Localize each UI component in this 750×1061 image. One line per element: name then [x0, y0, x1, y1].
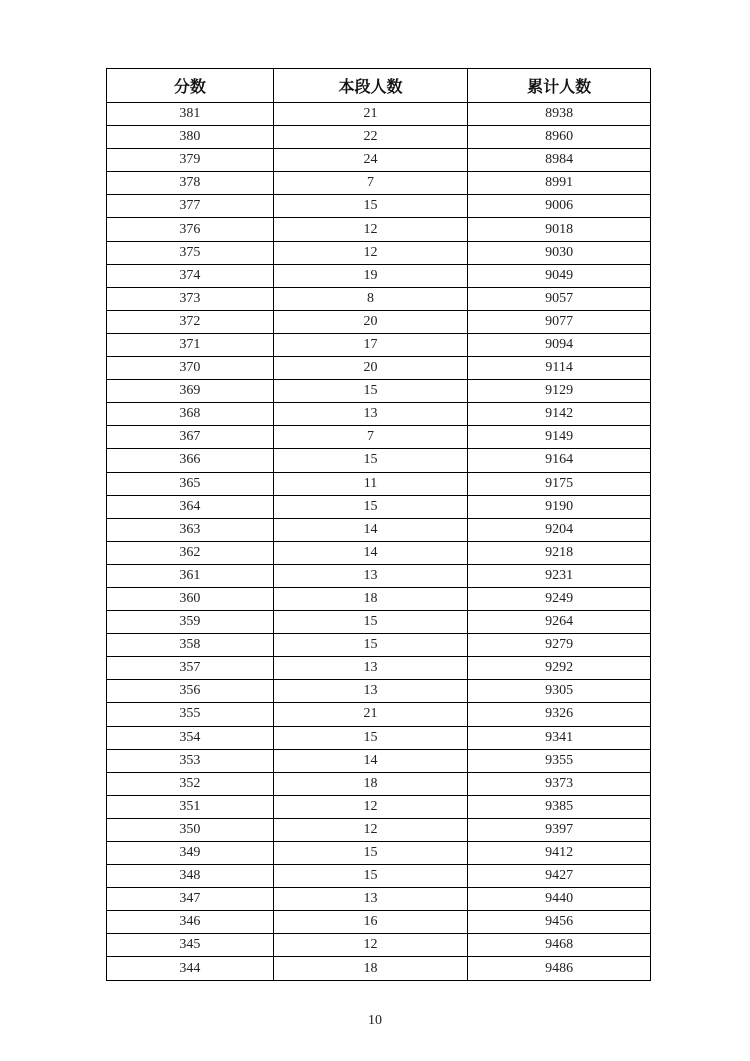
cell-score: 350: [107, 818, 274, 841]
cell-score: 345: [107, 934, 274, 957]
table-row: [107, 333, 651, 356]
cell-cumulative-count: 9231: [468, 564, 651, 587]
table-row: [107, 241, 651, 264]
cell-segment-count: 7: [273, 426, 468, 449]
cell-cumulative-count: 9204: [468, 518, 651, 541]
cell-cumulative-count: 9397: [468, 818, 651, 841]
cell-segment-count: 15: [273, 611, 468, 634]
table-row: [107, 357, 651, 380]
table-row: [107, 749, 651, 772]
table-row: [107, 103, 651, 126]
table-row: [107, 472, 651, 495]
cell-cumulative-count: 9440: [468, 888, 651, 911]
table-row: [107, 426, 651, 449]
cell-segment-count: 12: [273, 934, 468, 957]
cell-cumulative-count: 9305: [468, 680, 651, 703]
cell-score: 376: [107, 218, 274, 241]
cell-cumulative-count: 9486: [468, 957, 651, 980]
cell-segment-count: 24: [273, 149, 468, 172]
cell-cumulative-count: 9190: [468, 495, 651, 518]
table-row: [107, 449, 651, 472]
cell-score: 371: [107, 333, 274, 356]
cell-segment-count: 11: [273, 472, 468, 495]
table-row: [107, 287, 651, 310]
cell-cumulative-count: 9279: [468, 634, 651, 657]
cell-score: 368: [107, 403, 274, 426]
cell-segment-count: 13: [273, 888, 468, 911]
cell-score: 353: [107, 749, 274, 772]
table-row: [107, 911, 651, 934]
cell-cumulative-count: 9149: [468, 426, 651, 449]
table-row: [107, 264, 651, 287]
cell-cumulative-count: 9468: [468, 934, 651, 957]
cell-segment-count: 14: [273, 749, 468, 772]
cell-cumulative-count: 9427: [468, 865, 651, 888]
cell-segment-count: 13: [273, 564, 468, 587]
header-cumulative-count: 累计人数: [468, 69, 651, 103]
cell-score: 362: [107, 541, 274, 564]
cell-score: 378: [107, 172, 274, 195]
cell-cumulative-count: 8984: [468, 149, 651, 172]
cell-cumulative-count: 8960: [468, 126, 651, 149]
cell-cumulative-count: 9175: [468, 472, 651, 495]
cell-segment-count: 15: [273, 495, 468, 518]
cell-cumulative-count: 9385: [468, 795, 651, 818]
cell-cumulative-count: 9412: [468, 842, 651, 865]
cell-segment-count: 19: [273, 264, 468, 287]
cell-score: 377: [107, 195, 274, 218]
table-row: [107, 587, 651, 610]
cell-score: 347: [107, 888, 274, 911]
table-row: [107, 703, 651, 726]
table-row: [107, 126, 651, 149]
cell-score: 354: [107, 726, 274, 749]
cell-score: 356: [107, 680, 274, 703]
score-distribution-table: [106, 68, 651, 981]
cell-cumulative-count: 9142: [468, 403, 651, 426]
table-row: [107, 218, 651, 241]
table-row: [107, 934, 651, 957]
cell-segment-count: 12: [273, 795, 468, 818]
cell-segment-count: 18: [273, 772, 468, 795]
page-number: 10: [368, 1013, 382, 1028]
cell-cumulative-count: 9456: [468, 911, 651, 934]
cell-score: 359: [107, 611, 274, 634]
cell-segment-count: 22: [273, 126, 468, 149]
cell-score: 379: [107, 149, 274, 172]
cell-cumulative-count: 9292: [468, 657, 651, 680]
cell-score: 360: [107, 587, 274, 610]
cell-cumulative-count: 9018: [468, 218, 651, 241]
table-row: [107, 865, 651, 888]
cell-cumulative-count: 9057: [468, 287, 651, 310]
cell-cumulative-count: 9077: [468, 310, 651, 333]
cell-score: 375: [107, 241, 274, 264]
cell-score: 381: [107, 103, 274, 126]
table-row: [107, 310, 651, 333]
cell-segment-count: 21: [273, 703, 468, 726]
cell-score: 364: [107, 495, 274, 518]
header-score: 分数: [107, 69, 274, 103]
table-row: [107, 518, 651, 541]
cell-segment-count: 17: [273, 333, 468, 356]
cell-segment-count: 14: [273, 541, 468, 564]
table-row: [107, 495, 651, 518]
cell-cumulative-count: 9006: [468, 195, 651, 218]
table-row: [107, 957, 651, 980]
cell-segment-count: 18: [273, 957, 468, 980]
cell-score: 373: [107, 287, 274, 310]
cell-segment-count: 15: [273, 726, 468, 749]
cell-cumulative-count: 9114: [468, 357, 651, 380]
cell-score: 366: [107, 449, 274, 472]
cell-score: 351: [107, 795, 274, 818]
cell-segment-count: 15: [273, 380, 468, 403]
table-row: [107, 403, 651, 426]
table-row: [107, 541, 651, 564]
cell-cumulative-count: 8991: [468, 172, 651, 195]
cell-score: 358: [107, 634, 274, 657]
cell-cumulative-count: 9030: [468, 241, 651, 264]
table-row: [107, 172, 651, 195]
cell-cumulative-count: 9218: [468, 541, 651, 564]
cell-segment-count: 15: [273, 634, 468, 657]
cell-segment-count: 20: [273, 310, 468, 333]
table-row: [107, 611, 651, 634]
cell-segment-count: 13: [273, 680, 468, 703]
cell-score: 349: [107, 842, 274, 865]
cell-segment-count: 20: [273, 357, 468, 380]
table-row: [107, 818, 651, 841]
cell-cumulative-count: 9373: [468, 772, 651, 795]
cell-segment-count: 16: [273, 911, 468, 934]
cell-score: 355: [107, 703, 274, 726]
table-row: [107, 149, 651, 172]
cell-score: 380: [107, 126, 274, 149]
cell-segment-count: 14: [273, 518, 468, 541]
cell-segment-count: 21: [273, 103, 468, 126]
cell-segment-count: 15: [273, 865, 468, 888]
table-row: [107, 634, 651, 657]
cell-score: 374: [107, 264, 274, 287]
cell-score: 352: [107, 772, 274, 795]
table-row: [107, 380, 651, 403]
cell-score: 348: [107, 865, 274, 888]
cell-segment-count: 8: [273, 287, 468, 310]
cell-cumulative-count: 9164: [468, 449, 651, 472]
cell-cumulative-count: 9355: [468, 749, 651, 772]
cell-cumulative-count: 9264: [468, 611, 651, 634]
table-row: [107, 842, 651, 865]
cell-segment-count: 12: [273, 241, 468, 264]
table-row: [107, 772, 651, 795]
cell-cumulative-count: 9249: [468, 587, 651, 610]
table-row: [107, 564, 651, 587]
cell-cumulative-count: 9094: [468, 333, 651, 356]
cell-cumulative-count: 9049: [468, 264, 651, 287]
table-row: [107, 795, 651, 818]
table-row: [107, 680, 651, 703]
table-header-row: [107, 69, 651, 103]
table-row: [107, 195, 651, 218]
cell-score: 369: [107, 380, 274, 403]
cell-score: 372: [107, 310, 274, 333]
cell-segment-count: 15: [273, 842, 468, 865]
cell-score: 361: [107, 564, 274, 587]
cell-score: 344: [107, 957, 274, 980]
cell-segment-count: 15: [273, 195, 468, 218]
cell-score: 357: [107, 657, 274, 680]
cell-score: 363: [107, 518, 274, 541]
cell-segment-count: 13: [273, 657, 468, 680]
cell-score: 365: [107, 472, 274, 495]
cell-cumulative-count: 8938: [468, 103, 651, 126]
cell-cumulative-count: 9129: [468, 380, 651, 403]
cell-segment-count: 15: [273, 449, 468, 472]
table-row: [107, 888, 651, 911]
cell-score: 367: [107, 426, 274, 449]
cell-score: 346: [107, 911, 274, 934]
cell-cumulative-count: 9326: [468, 703, 651, 726]
cell-segment-count: 7: [273, 172, 468, 195]
table-row: [107, 726, 651, 749]
table-row: [107, 657, 651, 680]
cell-cumulative-count: 9341: [468, 726, 651, 749]
cell-segment-count: 12: [273, 218, 468, 241]
header-segment-count: 本段人数: [273, 69, 468, 103]
cell-segment-count: 18: [273, 587, 468, 610]
cell-score: 370: [107, 357, 274, 380]
cell-segment-count: 12: [273, 818, 468, 841]
cell-segment-count: 13: [273, 403, 468, 426]
